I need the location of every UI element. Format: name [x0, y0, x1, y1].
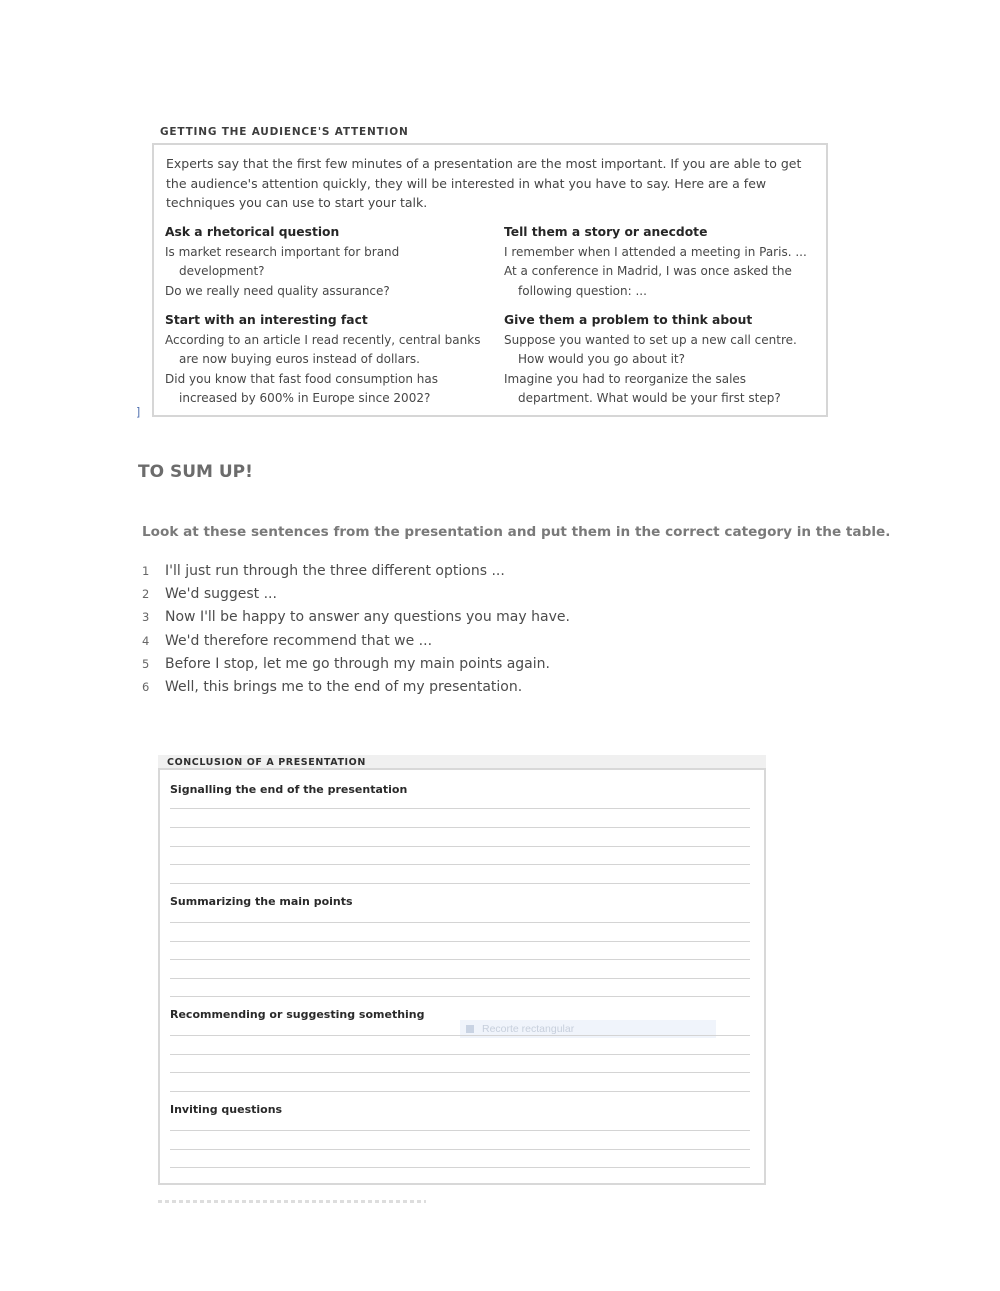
- snip-icon: [466, 1025, 474, 1033]
- answer-line[interactable]: [170, 978, 750, 979]
- answer-line[interactable]: [170, 827, 750, 828]
- technique-interesting-fact: [165, 311, 485, 409]
- sentence-item: [142, 676, 570, 699]
- answer-line[interactable]: [170, 1072, 750, 1073]
- technique-heading: Ask a rhetorical question: [165, 225, 340, 239]
- technique-example: According to an article I read recently, central banks: [165, 332, 481, 347]
- technique-example: increased by 600% in Europe since 2002?: [179, 391, 431, 405]
- sentence-item: [142, 630, 570, 653]
- technique-example: I remember when I attended a meeting in Paris. ...: [504, 244, 807, 259]
- technique-heading: Give them a problem to think about: [504, 313, 753, 327]
- sentence-list: [142, 560, 570, 699]
- sentence-text: Now I'll be happy to answer any questions you may have.: [165, 609, 570, 626]
- category-inviting-questions: Inviting questions: [170, 1103, 283, 1116]
- attention-techniques-box: [152, 143, 828, 417]
- sentence-item: [142, 653, 570, 676]
- sentence-item: [142, 560, 570, 583]
- technique-example: Suppose you wanted to set up a new call centre.: [504, 332, 797, 347]
- technique-example: Do we really need quality assurance?: [165, 283, 390, 298]
- answer-line[interactable]: [170, 959, 750, 960]
- conclusion-table: [158, 768, 766, 1185]
- technique-example: At a conference in Madrid, I was once asked the: [504, 264, 792, 278]
- sentence-item: [142, 606, 570, 629]
- answer-line[interactable]: [170, 1054, 750, 1055]
- cut-off-text-line: [158, 1200, 426, 1203]
- technique-rhetorical-question: [165, 223, 485, 301]
- attention-section-title: GETTING THE AUDIENCE'S ATTENTION: [160, 126, 409, 138]
- sentence-number: 5: [142, 656, 150, 671]
- sentence-number: 2: [142, 587, 150, 602]
- answer-line[interactable]: [170, 864, 750, 865]
- technique-example: department. What would be your first step?: [518, 391, 781, 405]
- answer-line[interactable]: [170, 922, 750, 923]
- category-signalling-end: Signalling the end of the presentation: [170, 783, 408, 796]
- answer-line[interactable]: [170, 1149, 750, 1150]
- technique-example: development?: [179, 264, 265, 278]
- category-recommending: Recommending or suggesting something: [170, 1008, 425, 1021]
- sentence-text: We'd suggest ...: [165, 586, 277, 603]
- stray-bracket-mark: ]: [137, 406, 141, 418]
- answer-line[interactable]: [170, 1167, 750, 1168]
- answer-line[interactable]: [170, 1035, 750, 1036]
- answer-line[interactable]: [170, 846, 750, 847]
- sentence-number: 6: [142, 679, 150, 694]
- answer-line[interactable]: [170, 1130, 750, 1131]
- answer-line[interactable]: [170, 1091, 750, 1092]
- sentence-text: We'd therefore recommend that we ...: [165, 632, 433, 649]
- technique-example: Is market research important for brand: [165, 244, 400, 259]
- answer-line[interactable]: [170, 808, 750, 809]
- answer-line[interactable]: [170, 883, 750, 884]
- technique-example: Imagine you had to reorganize the sales: [504, 371, 747, 386]
- snip-tooltip-label: Recorte rectangular: [482, 1023, 575, 1035]
- sumup-heading: TO SUM UP!: [138, 462, 253, 482]
- attention-intro-text: Experts say that the first few minutes of a presentation are the most important. If you are able to get the audience's attention quickly, they will be interested in what you have to say. Here are a few techniques you can use to start your talk.: [166, 156, 802, 210]
- technique-example: are now buying euros instead of dollars.: [179, 352, 420, 366]
- technique-heading: Start with an interesting fact: [165, 313, 368, 327]
- sentence-text: I'll just run through the three different options ...: [165, 563, 505, 579]
- sentence-text: Before I stop, let me go through my main points again.: [165, 655, 550, 672]
- technique-problem: [504, 311, 824, 409]
- technique-example: following question: ...: [518, 283, 647, 298]
- conclusion-table-title: CONCLUSION OF A PRESENTATION: [167, 757, 366, 768]
- category-summarizing: Summarizing the main points: [170, 895, 353, 908]
- answer-line[interactable]: [170, 996, 750, 997]
- sentence-text: Well, this brings me to the end of my presentation.: [165, 678, 523, 695]
- sentence-number: 3: [142, 610, 150, 625]
- technique-example: How would you go about it?: [518, 352, 686, 366]
- technique-heading: Tell them a story or anecdote: [504, 225, 708, 239]
- technique-story-anecdote: [504, 223, 824, 301]
- answer-line[interactable]: [170, 941, 750, 942]
- sentence-item: [142, 583, 570, 606]
- sentence-number: 4: [142, 633, 150, 648]
- technique-example: Did you know that fast food consumption has: [165, 371, 438, 386]
- sentence-number: 1: [142, 564, 150, 578]
- exercise-instruction: Look at these sentences from the presentation and put them in the correct category in the table.: [142, 524, 891, 540]
